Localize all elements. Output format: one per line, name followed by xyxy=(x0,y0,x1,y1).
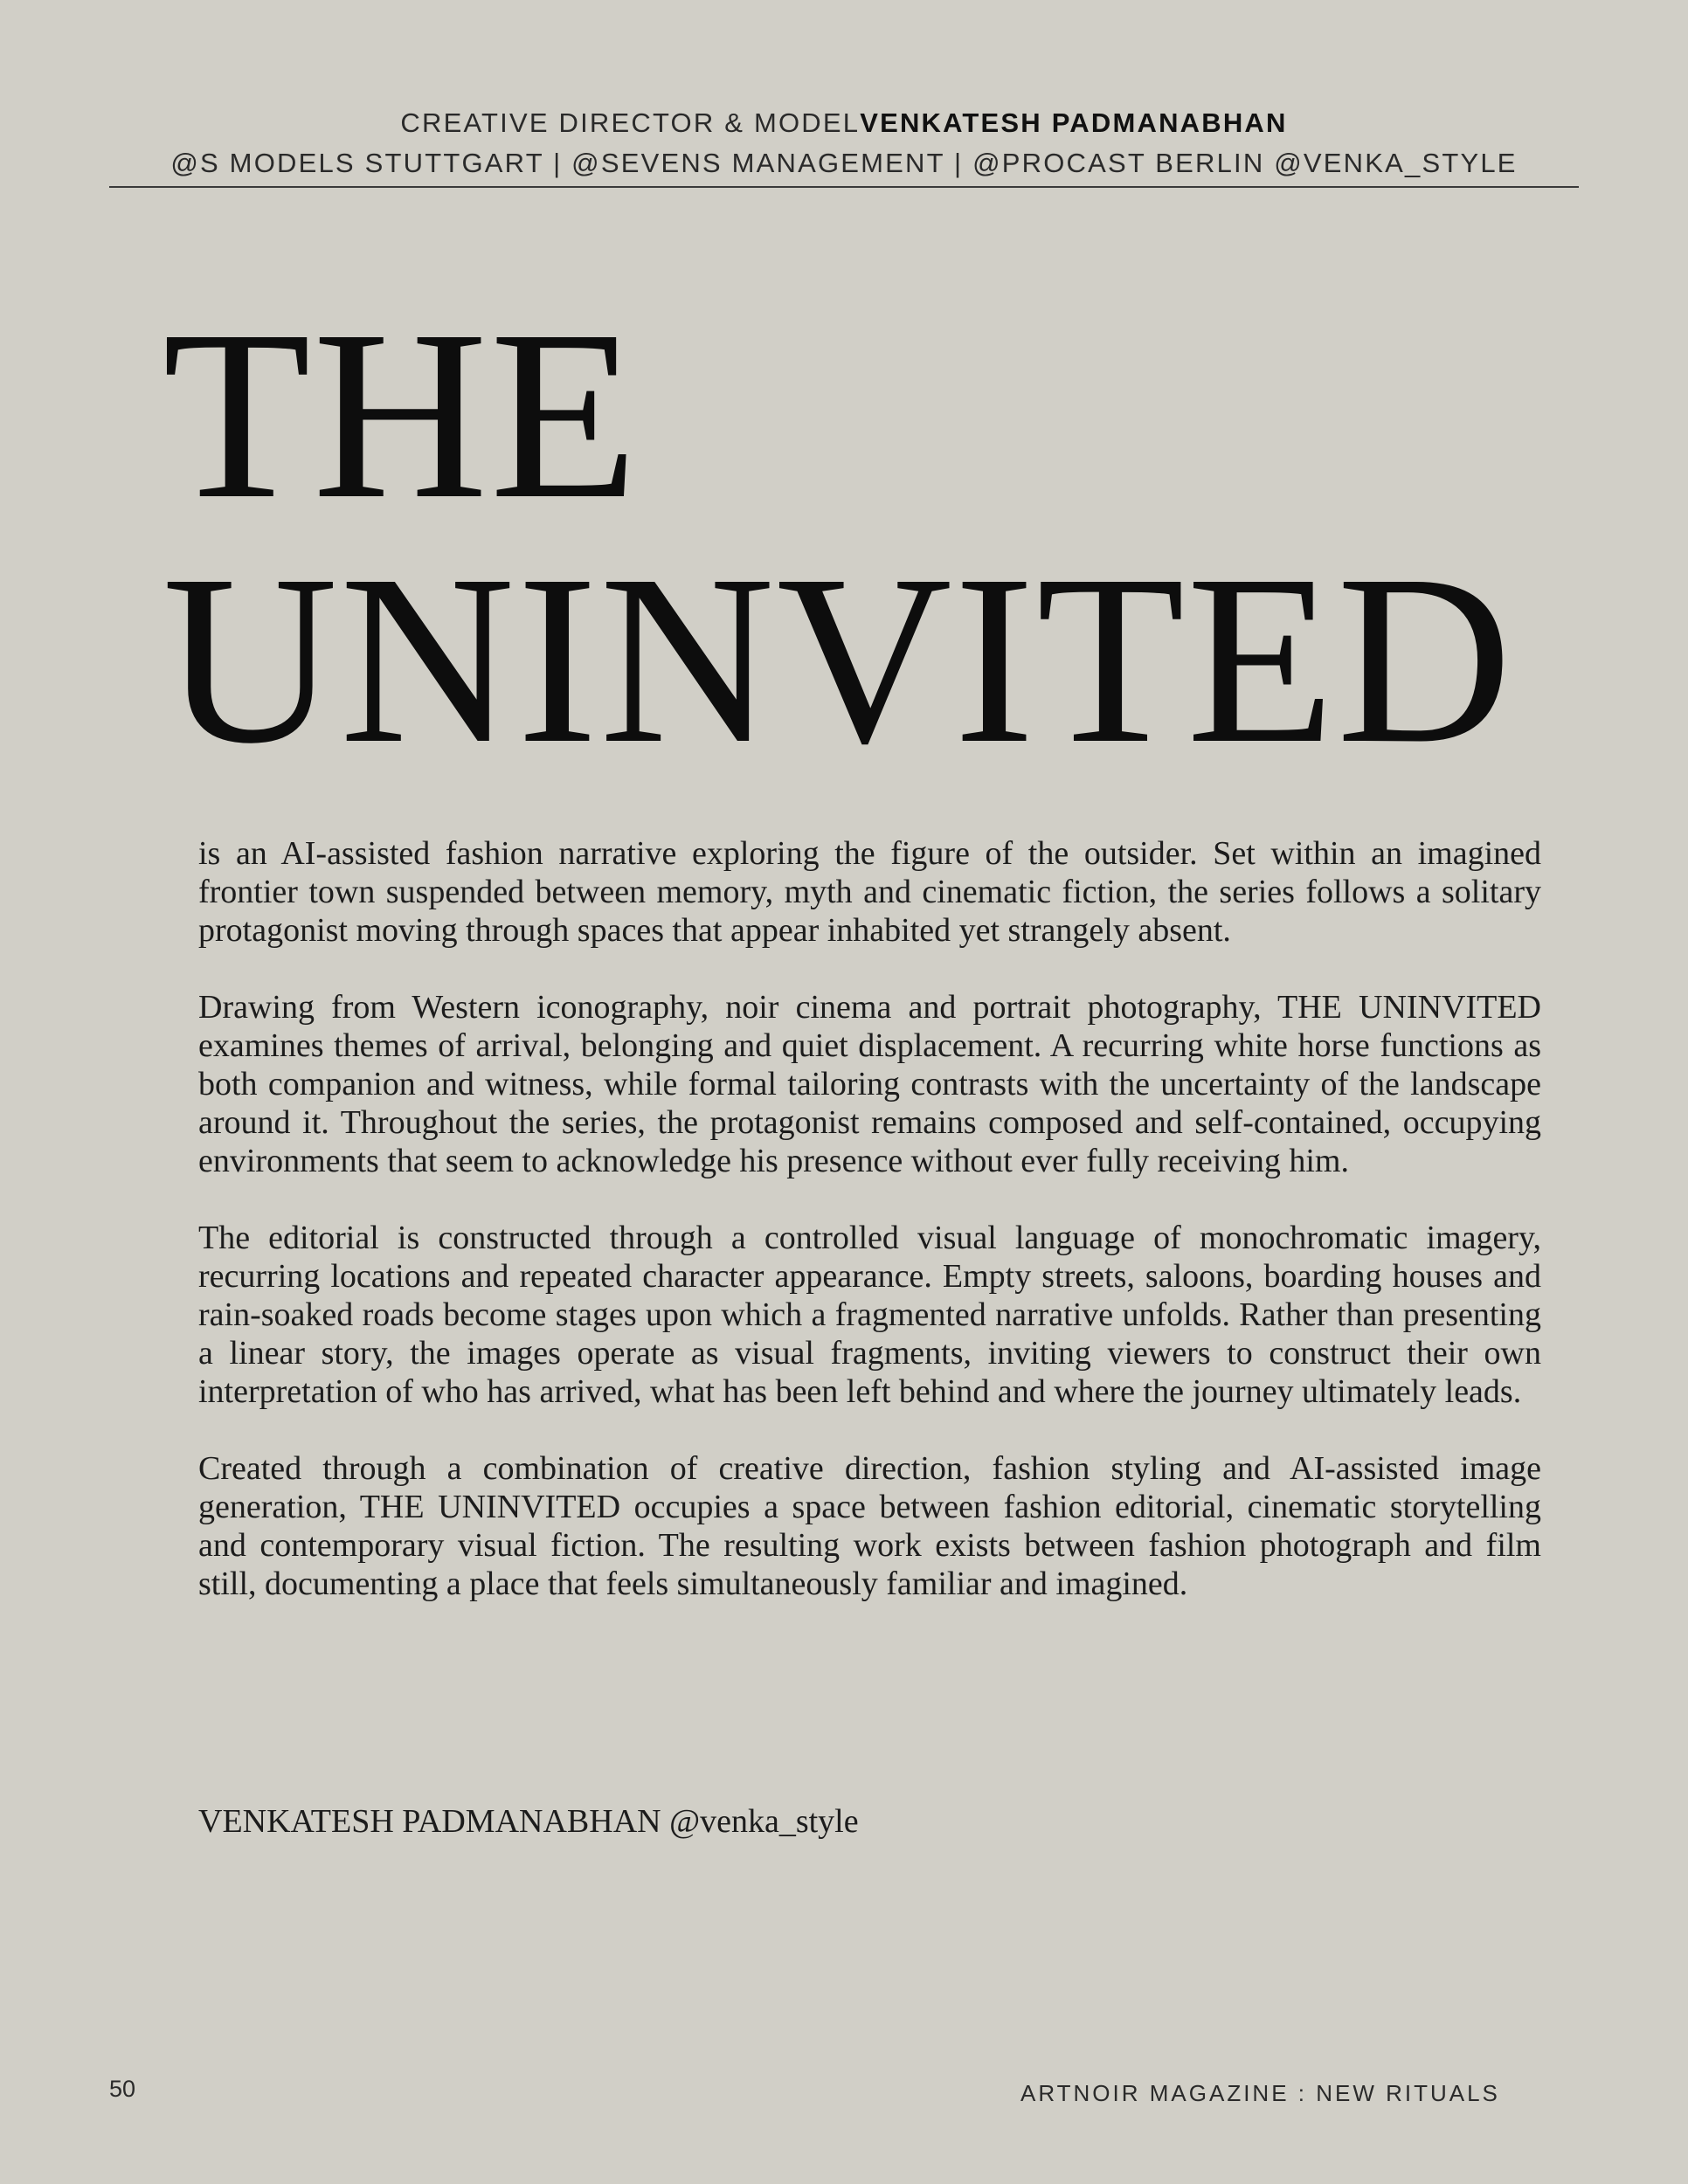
article-body xyxy=(198,834,1541,1641)
body-paragraph-4: Created through a combination of creative direction, fashion styling and AI-assisted image generation, THE UNINVITED occupies a space between fashion editorial, cinematic storytelling and contemporary visual fiction. The resulting work exists between fashion photograph and film still, documenting a place that feels simultaneously familiar and imagined. xyxy=(198,1450,1541,1602)
body-paragraph-2: Drawing from Western iconography, noir cinema and portrait photography, THE UNINVITED examines themes of arrival, belonging and quiet displacement. A recurring white horse functions as both companion and witness, while formal tailoring contrasts with the uncertainty of the landscape around it. Throughout the series, the protagonist remains composed and self-contained, occupying environments that seem to acknowledge his presence without ever fully receiving him. xyxy=(198,989,1541,1179)
body-paragraph-1: is an AI-assisted fashion narrative exploring the figure of the outsider. Set within an imagined frontier town suspended between memory, myth and cinematic fiction, the series follows a solitary protagonist moving through spaces that appear inhabited yet strangely absent. xyxy=(198,835,1541,949)
header-divider xyxy=(109,186,1579,188)
title-line-2: UNINVITED xyxy=(163,525,1514,794)
author-signature: VENKATESH PADMANABHAN @venka_style xyxy=(198,1803,859,1840)
page-number: 50 xyxy=(109,2076,136,2102)
creative-director-label: CREATIVE DIRECTOR & MODEL xyxy=(400,107,861,138)
magazine-footer: ARTNOIR MAGAZINE : NEW RITUALS xyxy=(1020,2080,1500,2106)
agencies-line: @S MODELS STUTTGART | @SEVENS MANAGEMENT | @PROCAST BERLIN @VENKA_STYLE xyxy=(170,148,1518,178)
title-line-1: THE xyxy=(163,280,640,549)
credits-line-1 xyxy=(109,103,1579,143)
body-paragraph-3: The editorial is constructed through a controlled visual language of monochromatic imagery, recurring locations and repeated character appearance. Empty streets, saloons, boarding houses and rain-soaked roads become stages upon which a fragmented narrative unfolds. Rather than presenting a linear story, the images operate as visual fragments, inviting viewers to construct their own interpretation of who has arrived, what has been left behind and where the journey ultimately leads. xyxy=(198,1220,1541,1410)
director-name: VENKATESH PADMANABHAN xyxy=(860,107,1288,138)
credits-header xyxy=(109,103,1579,183)
article-title xyxy=(163,280,1514,794)
